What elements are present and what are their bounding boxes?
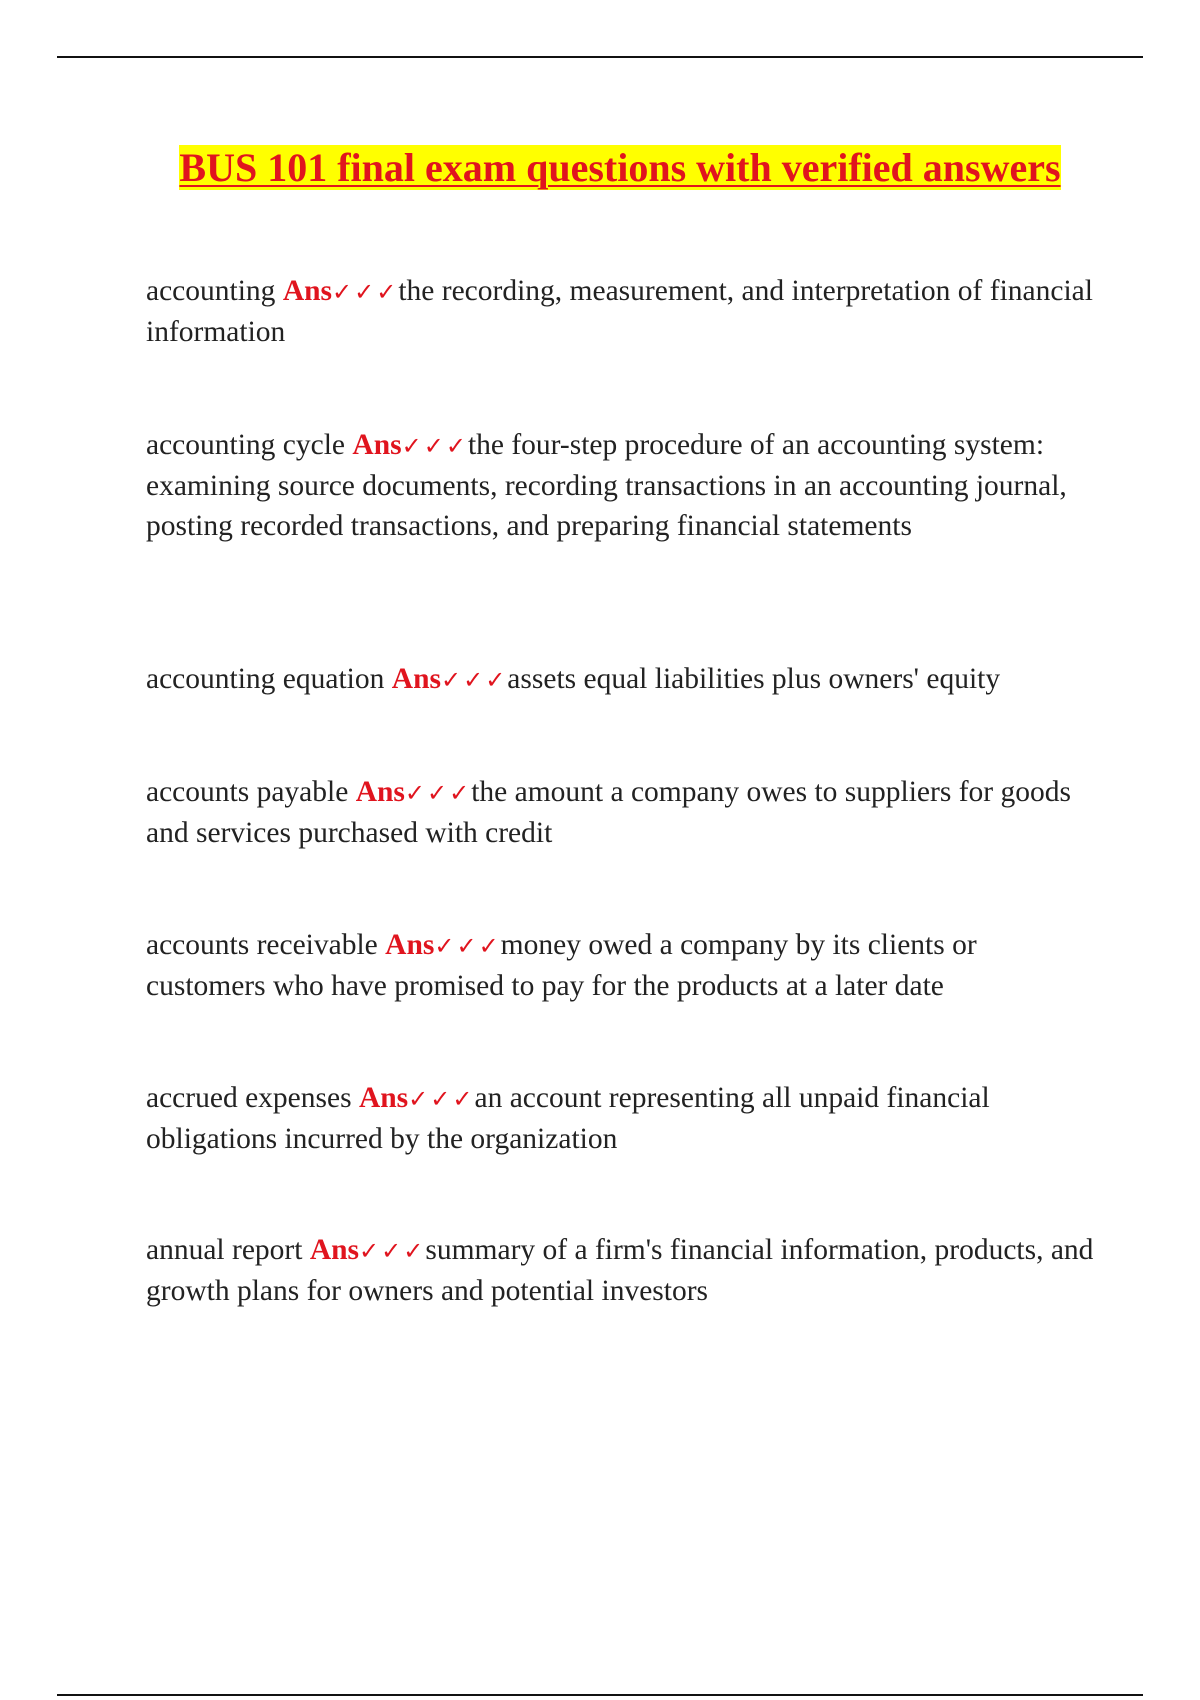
check-icon: ✓✓✓ <box>332 278 399 306</box>
check-icon: ✓✓✓ <box>404 779 472 807</box>
top-rule <box>57 56 1143 58</box>
check-icon: ✓✓✓ <box>359 1237 426 1265</box>
document-title: BUS 101 final exam questions with verified answers <box>179 145 1061 190</box>
check-icon: ✓✓✓ <box>401 432 468 460</box>
answer-marker: Ans <box>352 429 402 461</box>
check-icon: ✓✓✓ <box>434 932 501 960</box>
term: accrued expenses <box>146 1082 352 1114</box>
definition: summary of a firm's financial information, products, and growth plans for owners and potential investors <box>146 1234 1094 1307</box>
definition: the four-step procedure of an accounting system: examining source documents, recording transactions in an accounting journal, posting recorded transactions, and preparing financial statements <box>146 429 1067 542</box>
title-block <box>130 140 1110 196</box>
answer-marker: Ans <box>391 663 441 695</box>
term: accounting <box>146 275 276 307</box>
qa-entry <box>146 772 1094 853</box>
qa-entry <box>146 425 1094 546</box>
term: accounting equation <box>146 663 385 695</box>
answer-marker: Ans <box>309 1234 360 1266</box>
qa-entry <box>146 659 1094 700</box>
term: accounts receivable <box>146 929 378 961</box>
answer-marker: Ans <box>282 275 333 307</box>
qa-entry <box>146 271 1094 352</box>
definition: the recording, measurement, and interpretation of financial information <box>146 275 1093 348</box>
answer-marker: Ans <box>358 1082 409 1114</box>
answer-marker: Ans <box>355 776 405 808</box>
term: annual report <box>146 1234 303 1266</box>
check-icon: ✓✓✓ <box>440 666 508 694</box>
definition: an account representing all unpaid financial obligations incurred by the organization <box>146 1082 990 1155</box>
definition: money owed a company by its clients or customers who have promised to pay for the products at a later date <box>146 929 977 1002</box>
qa-entry <box>146 1230 1094 1311</box>
definition: the amount a company owes to suppliers for goods and services purchased with credit <box>146 776 1071 849</box>
term: accounts payable <box>146 776 349 808</box>
term: accounting cycle <box>146 429 346 461</box>
bottom-rule <box>57 1694 1143 1696</box>
check-icon: ✓✓✓ <box>408 1085 475 1113</box>
qa-entry <box>146 925 1094 1006</box>
answer-marker: Ans <box>385 929 435 961</box>
definition: assets equal liabilities plus owners' equity <box>507 663 1001 695</box>
qa-entry <box>146 1078 1094 1159</box>
